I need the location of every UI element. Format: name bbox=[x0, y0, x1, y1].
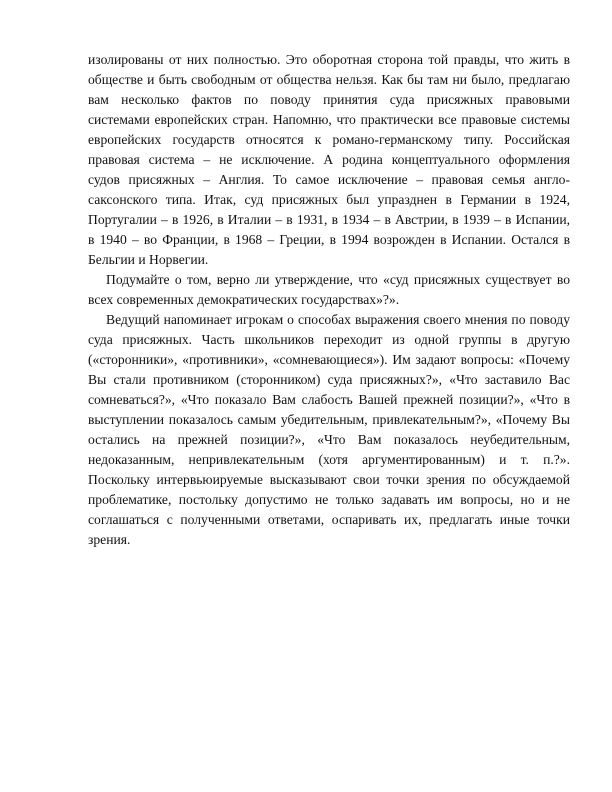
paragraph-1-line-3: вам несколько фактов по поводу принятия суда присяжных правовыми bbox=[88, 92, 570, 107]
paragraph-3-line-8: недоказанным, непривлекательным (хотя аргументированным) и т. п.?». bbox=[88, 452, 570, 467]
paragraph-3-line-12: зрения. bbox=[88, 532, 131, 547]
paragraph-3-line-2: суда присяжных. Часть школьников переходит из одной группы в другую bbox=[88, 332, 570, 347]
paragraph-1-line-6: правовая система – не исключение. А родина концептуального оформления bbox=[88, 152, 570, 167]
paragraph-3-line-7: остались на прежней позиции?», «Что Вам показалось неубедительным, bbox=[88, 432, 570, 447]
document-body bbox=[88, 50, 570, 550]
paragraph-3-line-11: соглашаться с полученными ответами, оспаривать их, предлагать иные точки bbox=[88, 512, 570, 527]
paragraph-3-line-1: Ведущий напоминает игрокам о способах выражения своего мнения по поводу bbox=[106, 312, 570, 327]
paragraph-1-line-9: Португалии – в 1926, в Италии – в 1931, в 1934 – в Австрии, в 1939 – в Испании, bbox=[88, 212, 570, 227]
paragraph-1-line-2: обществе и быть свободным от общества нельзя. Как бы там ни было, предлагаю bbox=[88, 72, 570, 87]
paragraph-1-line-8: саксонского типа. Итак, суд присяжных был упразднен в Германии в 1924, bbox=[88, 192, 570, 207]
paragraph-2-line-1: Подумайте о том, верно ли утверждение, что «суд присяжных существует во bbox=[106, 272, 570, 287]
paragraph-1-line-5: европейских государств относятся к романо-германскому типу. Российская bbox=[88, 132, 570, 147]
paragraph-1-line-7: судов присяжных – Англия. То самое исключение – правовая семья англо- bbox=[88, 172, 570, 187]
paragraph-1-line-1: изолированы от них полностью. Это оборотная сторона той правды, что жить в bbox=[88, 52, 570, 67]
paragraph-3-line-4: Вы стали противником (сторонником) суда присяжных?», «Что заставило Вас bbox=[88, 372, 570, 387]
paragraph-3-line-6: выступлении показалось самым убедительным, привлекательным?», «Почему Вы bbox=[88, 412, 570, 427]
paragraph-3-line-9: Поскольку интервьюируемые высказывают свои точки зрения по обсуждаемой bbox=[88, 472, 570, 487]
paragraph-2-line-2: всех современных демократических государствах»?». bbox=[88, 292, 400, 307]
paragraph-3-line-3: («сторонники», «противники», «сомневающиеся»). Им задают вопросы: «Почему bbox=[88, 352, 570, 367]
paragraph-1-line-10: в 1940 – во Франции, в 1968 – Греции, в 1994 возрожден в Испании. Остался в bbox=[88, 232, 570, 247]
paragraph-1-line-11: Бельгии и Норвегии. bbox=[88, 252, 209, 267]
paragraph-3-line-10: проблематике, постольку допустимо не только задавать им вопросы, но и не bbox=[88, 492, 570, 507]
paragraph-3-line-5: сомневаться?», «Что показало Вам слабость Вашей прежней позиции?», «Что в bbox=[88, 392, 570, 407]
paragraph-1-line-4: системами европейских стран. Напомню, что практически все правовые системы bbox=[88, 112, 570, 127]
